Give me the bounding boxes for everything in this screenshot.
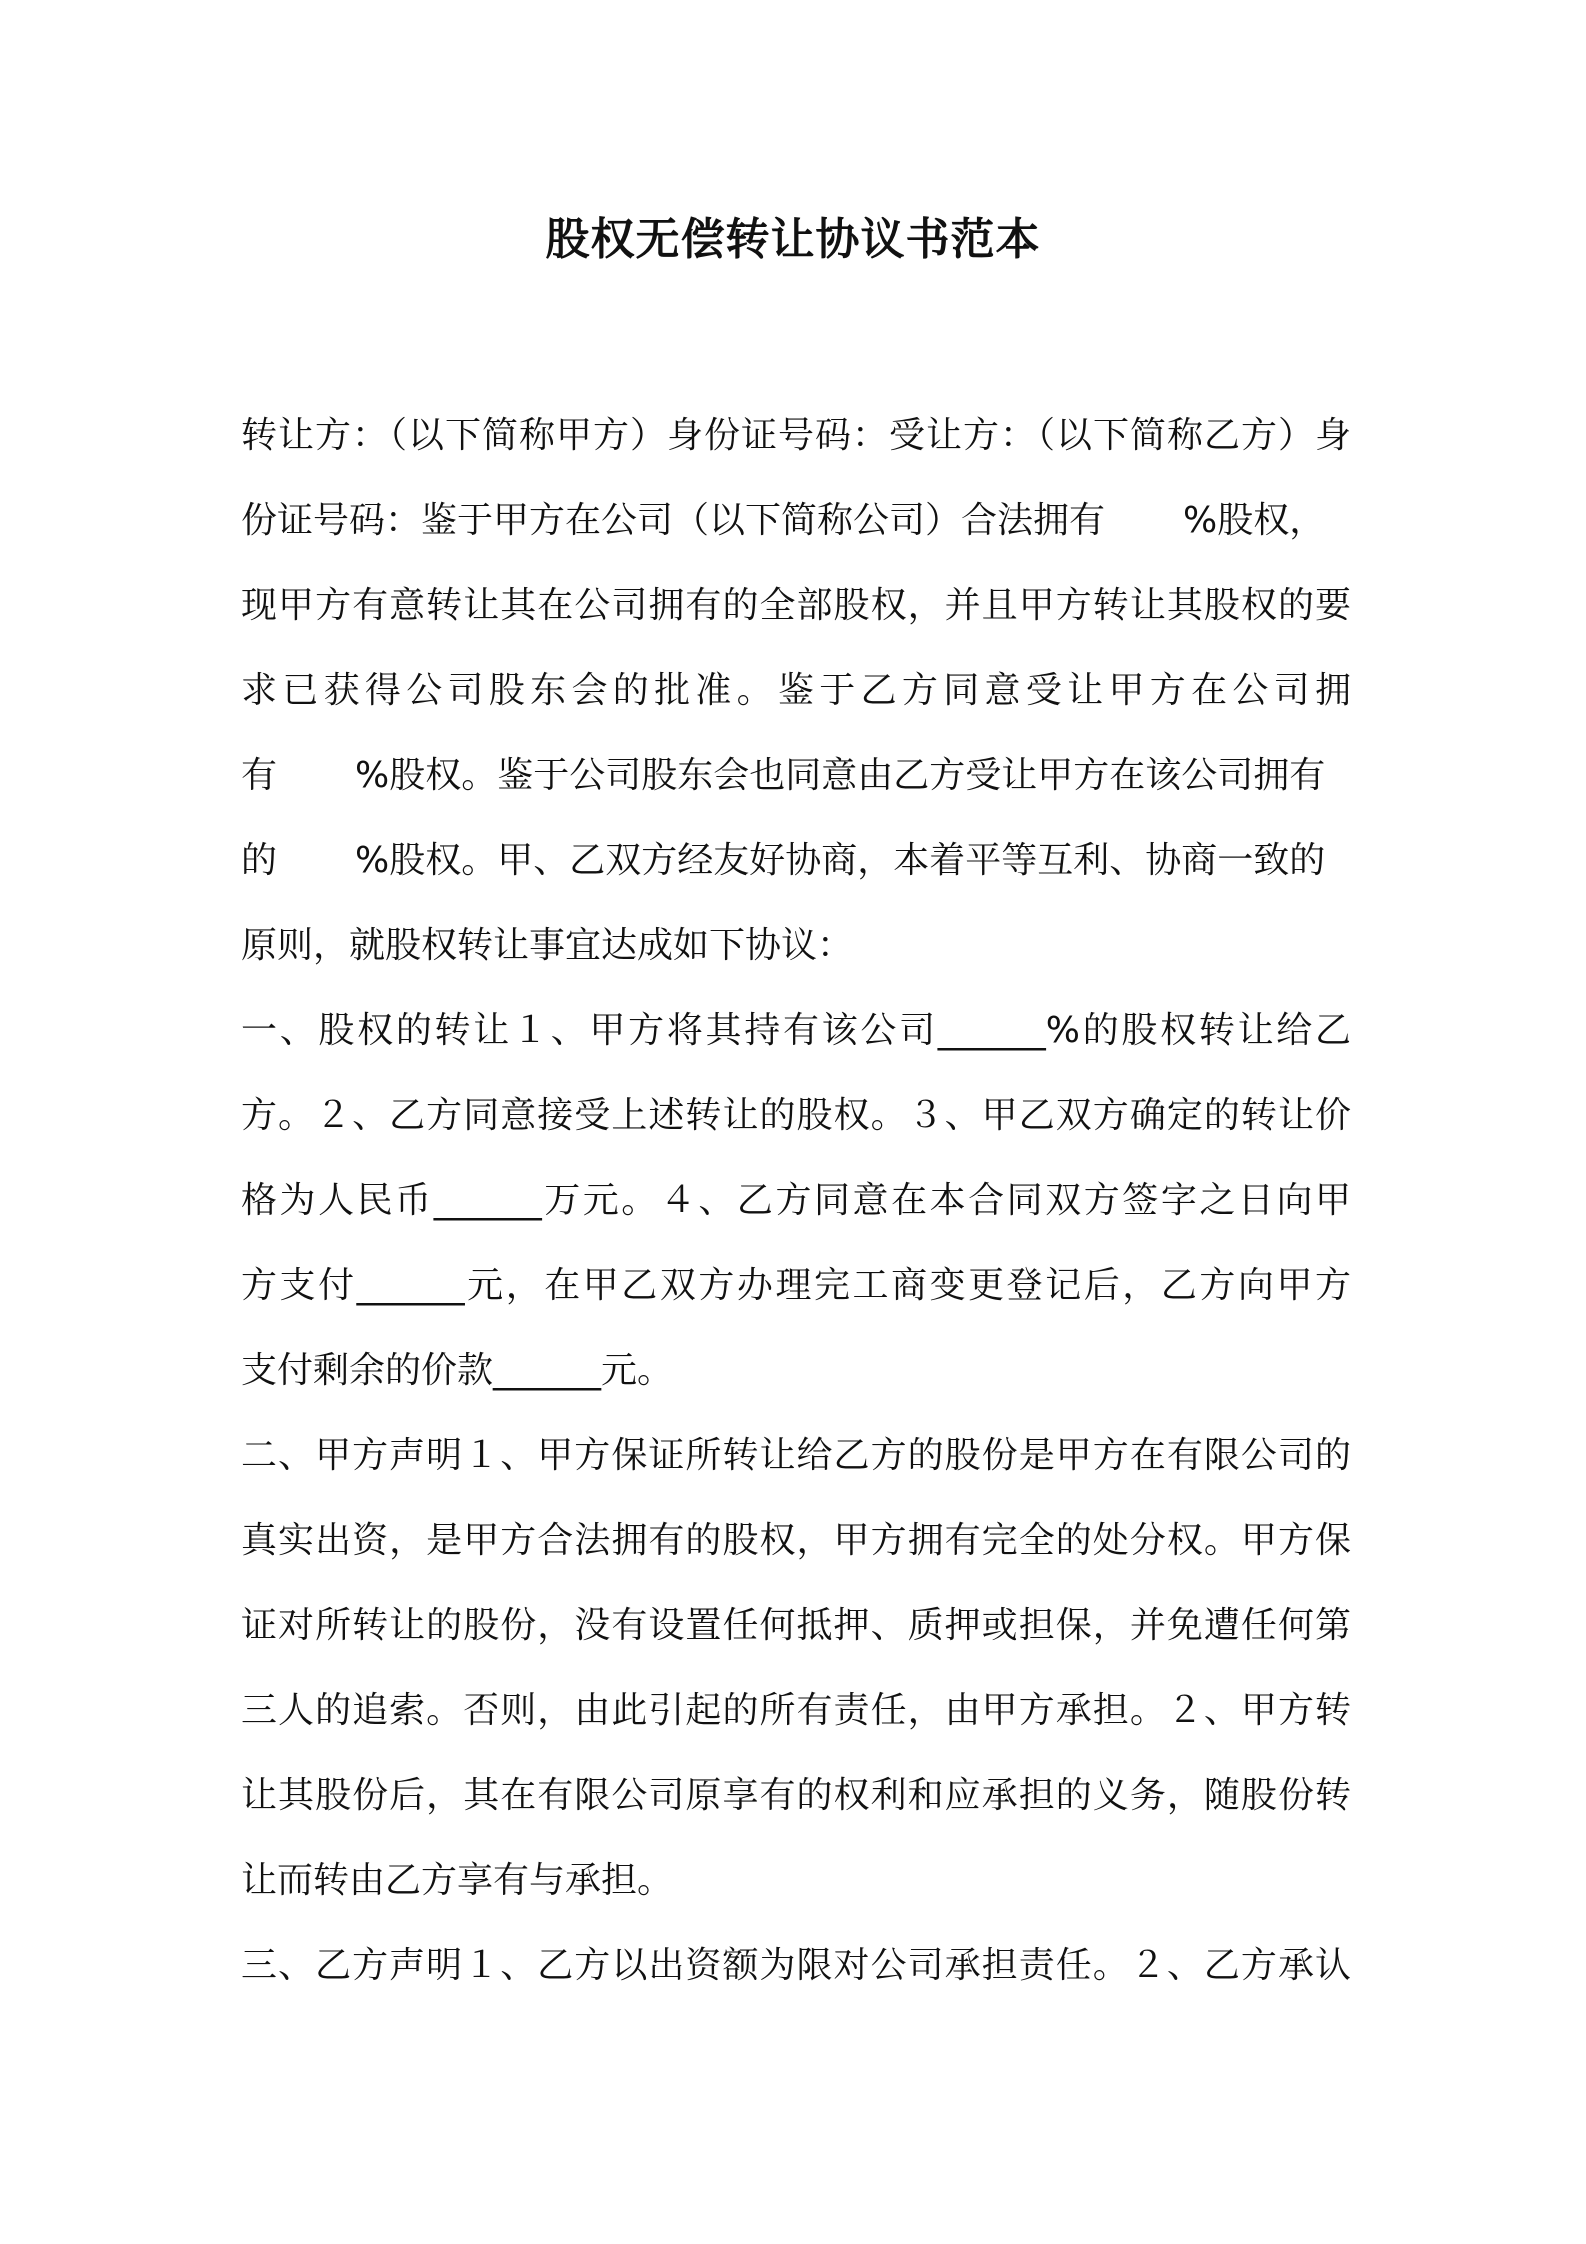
text-line: 原则，就股权转让事宜达成如下协议：	[241, 925, 854, 966]
text-line: 现甲方有意转让其在公司拥有的全部股权，并且甲方转让其股权的要	[241, 585, 1351, 626]
text-line: 让其股份后，其在有限公司原享有的权利和应承担的义务，随股份转	[241, 1775, 1351, 1816]
text-segment: 的	[241, 840, 278, 881]
text-line: 格为人民币______万元。４、乙方同意在本合同双方签字之日向甲	[241, 1180, 1351, 1221]
text-segment: 份证号码：鉴于甲方在公司（以下简称公司）合法拥有	[241, 500, 1106, 541]
text-line: 支付剩余的价款______元。	[241, 1350, 674, 1391]
text-line: 方支付______元，在甲乙双方办理完工商变更登记后，乙方向甲方	[241, 1265, 1351, 1306]
text-segment: %股权。甲、乙双方经友好协商，本着平等互利、协商一致的	[355, 840, 1326, 881]
page-title: 股权无偿转让协议书范本	[545, 214, 1041, 265]
text-line: 真实出资，是甲方合法拥有的股权，甲方拥有完全的处分权。甲方保	[241, 1520, 1351, 1561]
text-segment: 有	[241, 755, 278, 796]
text-segment: %股权。鉴于公司股东会也同意由乙方受让甲方在该公司拥有	[355, 755, 1326, 796]
text-line: 三、乙方声明１、乙方以出资额为限对公司承担责任。２、乙方承认	[241, 1945, 1351, 1986]
text-line	[241, 496, 1351, 546]
text-line: 让而转由乙方享有与承担。	[241, 1860, 674, 1901]
text-line	[241, 751, 1351, 801]
text-line: 方。２、乙方同意接受上述转让的股权。３、甲乙双方确定的转让价	[241, 1095, 1351, 1136]
text-line: 求已获得公司股东会的批准。鉴于乙方同意受让甲方在公司拥	[241, 670, 1351, 711]
text-line	[241, 836, 1351, 886]
text-line: 转让方：（以下简称甲方）身份证号码：受让方：（以下简称乙方）身	[241, 415, 1351, 456]
text-line: 一、股权的转让１、甲方将其持有该公司______%的股权转让给乙	[241, 1010, 1351, 1051]
text-segment: %股权，	[1183, 500, 1326, 541]
text-line: 二、甲方声明１、甲方保证所转让给乙方的股份是甲方在有限公司的	[241, 1435, 1351, 1476]
text-line: 三人的追索。否则，由此引起的所有责任，由甲方承担。２、甲方转	[241, 1690, 1351, 1731]
text-line: 证对所转让的股份，没有设置任何抵押、质押或担保，并免遭任何第	[241, 1605, 1351, 1646]
